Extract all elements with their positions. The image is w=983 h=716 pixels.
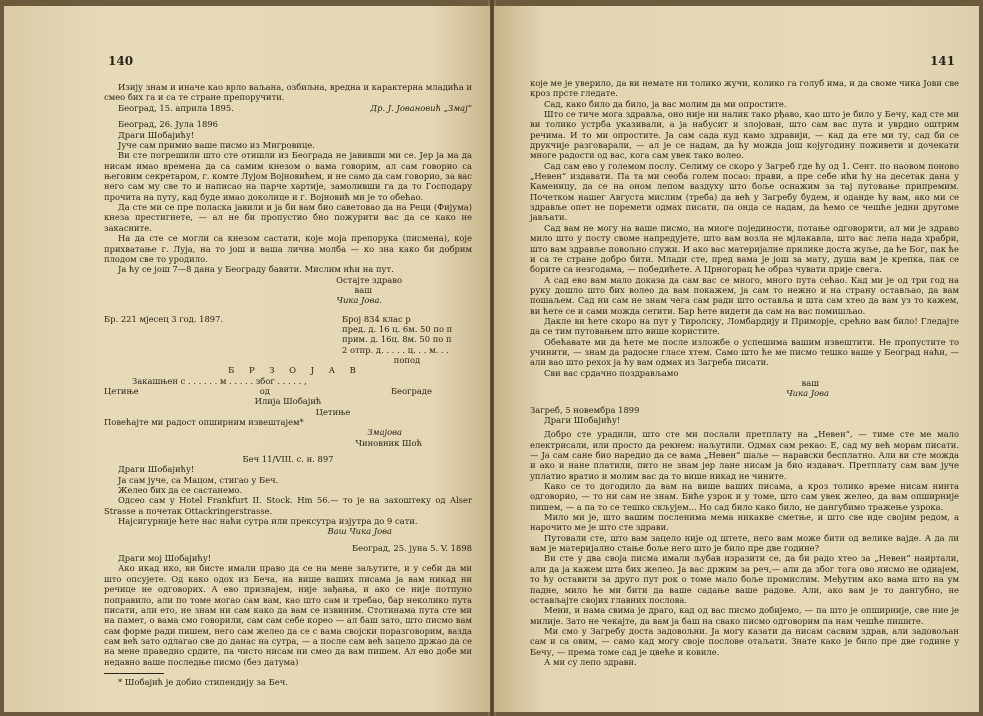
paragraph: Јуче сам примио ваше писмо из Мигровице. [118,140,315,151]
paragraph: Желео бих да се састанемо. [118,485,243,496]
signature: Змајова [367,427,402,438]
paragraph: Најсигурније ћете нас наћи сутра или прексутра изјутра до 9 сати. [118,516,418,527]
telegram-field: пред. д. 16 ц. 6м. 50 по п [342,323,453,334]
paragraph: Сад вам не могу на ваше писмо, на многе појединости, потање одговорити, ал ми је здраво мило што у посту своме напредујете, што вам возла не мјлакавла, што вас лепа нада храбри, што вам здравље повољно служи. И ако вас материјалне прилике доста жуље, да ће Бог, пак ће и са те стране добро бити. Млади сте, пред вама је још за мату, душа вам је крепка, пак се борите са незгодама, — победићете. А Црногорац ће образ чувати прије свега. [530,222,959,275]
date-line: Београд, 26. Јула 1896 [118,119,218,130]
salutation: Драги мој Шобајићу! [118,553,212,564]
paragraph: Да сте ми се пре поласка јавили и ја би вам био саветовао да на Реци (Фијума) кнеза престигнете, — ал не би пропустио бно пожурити вас да се како не закасните. [104,202,472,233]
page-number-left: 140 [108,54,134,68]
signature: Чика Јова [786,388,829,399]
telegram-from: Београде [390,385,432,396]
right-page [494,6,979,712]
paragraph: На да сте се могли са кнезом састати, које моја препорука (писмена), које прихватање г. Луја, на то још и ваша лична молба — ко зна како би добрим плодом све то уродило. [104,233,472,264]
paragraph: Ја сам јуче, са Мацом, стигао у Беч. [118,474,279,485]
date-line: Беч 11/VIII. с. н. 897 [242,454,334,465]
telegram-header [104,314,472,366]
paragraph: А ми су лепо здрави. [544,656,637,667]
paragraph: Сад сам ево у големом послу. Селиму се скоро у Загреб где ћу од 1. Сент. по наовом поново „Невен“ издавати. Па та ми сеоба голем посао: прави, а пре себе ићи ћу на десетак дана у Каменицу, да се на оном лепом ваздуху што боље оснажим за тај путовање припремим. Почетком нашег Августа мислим (треба) да већ у Загребу будем, и оданде ћу вам, ако ми се здравље опет не поремети одмах писати, па онда се надам, да ћемо се чешће једни другоме јављати. [530,160,959,223]
paragraph: које ме је уверило, да ви немате ни толико жучи, колико га голуб има, и да своме чика Јови све кроз прсте гледате. [530,78,959,99]
date-line: Београд, 15. априла 1895. [118,102,234,113]
telegram-recipient: Илија Шобајић [254,396,322,407]
signature: Чика Јова. [336,295,382,306]
telegram-from-label: од [259,385,270,396]
footnote: * Шобајић је добио стипендију за Беч. [118,676,288,687]
telegram-recipient-place: Цетиње [315,406,351,417]
signature: Др. Ј. Јовановић „Змај“ [370,103,472,114]
salutation: Драги Шобајићу! [118,464,195,475]
telegram-title: Б Р З О Ј А В [228,365,362,376]
paragraph: Ви сте у два своја писма имали љубав изразити се, да би радо хтео за „Невен“ наиртали, али да ја кажем шта бих желео. Ја вас држим за реч,— али да због тога ово нисмо не одиајем, то ћу оставити за друго пут рок о томе мало боље промислим. Међутим ако вама што на ум падне, мило ће ми бити да ваше садање ваше радове. Али, ако вам је то дангубно, не остављајте својих главних послова. [530,553,959,605]
reference-number: Бр. 221 мјесец 3 год. 1897. [104,313,224,324]
paragraph: Обећавате ми да ћете ме после изложбе о успешима вашим извештити. Не пропустите то учинити, — знам да радосне гласе хтем. Само што ће ме писмо тешко ваше у Београд наћи, — али вао што рехох ја ћу вам одмах из Загреба писати. [530,336,959,368]
telegram-field: Број 834 клас р [342,313,411,324]
closing: ваш [354,284,372,295]
paragraph: А сад ево вам мало доказа да сам вас се много, много пута сећао. Кад ми је од три год на руку дошло што бих волео да вам покажем, ја сам то нежно и на страну остављао, да вам пошаљем. Сад ни сам не знам чега сам ради што оставља и шта сам хтео да вам уз то кажем, ви ћете се и сами можда сетити. Бар ћете видети да сам на вас помишљао. [530,274,959,316]
telegram-to: Цетиње [104,385,139,396]
date-line: Загреб, 5 новембра 1899 [530,404,640,415]
telegram-field: попод [393,354,421,365]
salutation: Драги Шобајићу! [544,415,621,425]
telegram-message: Повећајте ми радост опширним извештајем* [104,417,304,427]
paragraph: Ако икад ико, ви бисте имали право да се на мене заљутите, и у себи да ми што опсујете. Од како одох из Беча, на више ваших писама ја вам никад ни речице не одговорих. А ево признајем, није зађања, и ако се није потпуно поправило, али по томе могао сам вам, као што сам и требао, бар неколико пута писати, али ето, не знам ни сам како да вам се извиним. Стотинама пута сте ми на памет, о вама смо говорили, сам сам себе корео — ал баш зато, што писмо вам сам форме ради пишем, него сам желео да се с вама својски поразговорим, вазда сам већ зато одлагао све до данас на сутра, — а после сам већ зацело држао да се на мене праведно срдите, па чисто нисам ни смео да вам пишем. Ал ево добе ми недавно ваше последње писмо (без датума) [104,563,472,667]
signature: Ваш Чика Јова [327,526,392,537]
paragraph: Изију знам и иначе као врло ваљана, озбиљна, вредна и карактерна младића и смео бих га и са те стране препоручити. [104,82,472,103]
paragraph: Путовали сте, што вам зацело није од штете, него вам може бити од велике вајде. А да ли вам је материјално стање боље него што је било пре две године? [530,532,959,554]
paragraph: Сад, како било да било, ја вас молим да ми опростите. [544,98,787,109]
telegram-route [104,386,472,396]
paragraph: Дакле ви ћете скоро на пут у Тиролску, Ломбардију и Приморје, срећно вам било! Гледајте да се тим путовањем што више користите. [530,315,959,337]
closing: ваш [801,377,819,388]
telegram-field: Закашњен с . . . . . . м . . . . . због . . . . . , [132,375,307,386]
date-line: Београд, 25. јуна 5. V. 1898 [352,542,472,553]
left-page [4,6,490,712]
paragraph: Мило ми је, што вашим посленима мема никакве сметње, и што све иде својим редом, а нарочито ме је што сте здрави. [530,512,959,533]
paragraph: Ми смо у Загребу доста задовољни. Ја могу казати да нисам сасвим здрав, али задовољан сам и са овим, — само кад могу своје послове отаљати. Знате како је било пре две године у Бечу, — према томе сад је цвеће и ковиле. [530,625,959,657]
paragraph: Ја ћу се још 7—8 дана у Београду бавити. Мислим нћи на пут. [118,264,394,275]
paragraph: Што се тиче мога здравља, оно није ни налик тако рђаво, као што је било у Бечу, кад сте ми ви толико устрба указивали, а ја набусит и злојован, што сам вас пута и уврдио оштрим речима. И то ми опростите. Ја сам сада куд камо здравији, — кад да ете ми ту, сад би се друкчије разговарали, — ал је се надам, да ћу можда још којугодину поживети и дочекати многе радости од вас, кога сам увек тако волео. [530,109,959,161]
right-text-column [530,78,959,667]
paragraph: Како се то догодило да вам на више ваших писама, а кроз толико време нисам нинта одговорио, — то ни сам не знам. Биће узрок и у томе, што сам увек желео, да вам опширније пишем, — а па то се тешко скљујем... Но сад било како било, не дангубимо тражење узрока. [530,481,959,512]
paragraph: Одсео сам у Hotel Frankfurt II. Stock. Hm 56.— то је на захоштеку од Alser Strasse а почетак Ottackringerstrasse. [104,495,472,516]
footnote-divider [104,673,164,674]
telegram-field: 2 отпр. д. . . . . ц. . . м. . . [342,344,449,355]
paragraph: Мени, и нама свима је драго, кад од вас писмо добијемо, — па што је опширније, све ние је милије. Зато не чекајте, да вам ја баш на свако писмо одговорим па нам чешће пишите. [530,605,959,626]
closing: Остајте здраво [336,274,402,285]
closing: Сви вас срдачно поздрављамо [544,367,679,378]
telegram-field: прим. д. 16ц. 8м. 50 по п [342,334,452,345]
paragraph: Ви сте погрешили што сте отишли из Београда не јавивши ми се. Јер ја ма да нисам имао времена да са самим кнезом о вама говорим, ал сам говорио са његовим секретаром, г. комте Лујом Војновићем, и не само да сам говорио, за вас него сам му све то и написао на парче хартије, замоливши га да то Господару прочита на путу, кад буде имао доколице и г. Војновић ми је то обећао. [104,150,472,202]
page-number-right: 141 [929,54,955,68]
left-text-column [104,82,472,687]
paragraph: Добро сте урадили, што сте ми послали претплату на „Невен“, — тиме сте ме мало електрисали, или просто да рекнем: наљутили. Одмах сам рекао: Е, сад му већ морам писати. — Ја сам сане био наредио да се вама „Невен“ шаље — наравски бесплатно. Али ви сте можда и ако и нане платили, пито не знам јер лане нисам ја био издавач. Претплату сам вам јуче уплатио вратио и молим вас да то више никад не чините. [530,429,959,481]
signature: Чиновник Шоћ [355,437,422,448]
salutation: Драги Шобајићу! [118,129,195,140]
